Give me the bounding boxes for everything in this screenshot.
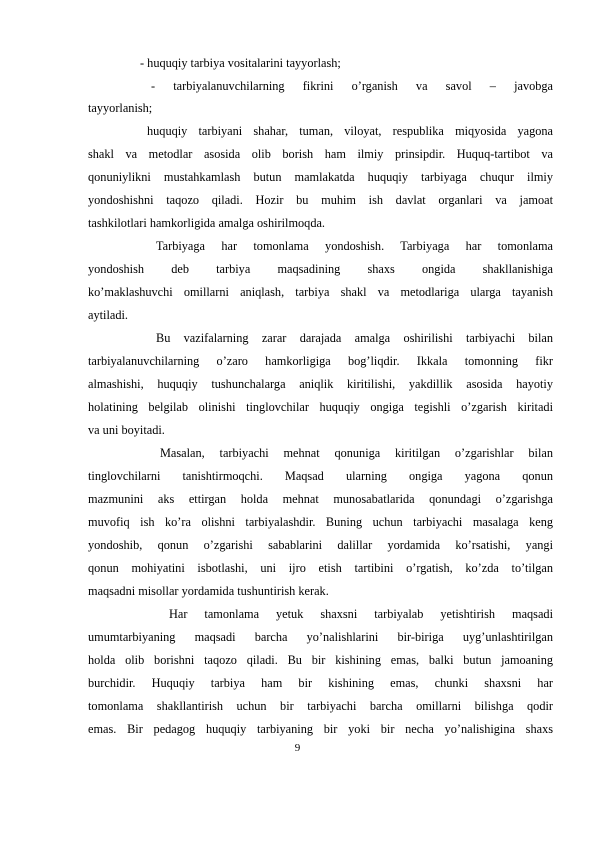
text-line: shakl va metodlar asosida olib borish ham ilmiy prinsipdir. Huquq-tartibot va <box>88 147 553 161</box>
text-line: tinglovchilarni tanishtirmoqchi. Maqsad ularning ongiga yagona qonun <box>88 469 553 483</box>
text-line: maqsadni misollar yordamida tushuntirish kerak. <box>88 584 329 598</box>
page-number: 9 <box>294 742 301 754</box>
text-line: emas. Bir pedagog huquqiy tarbiyaning bir yoki bir necha yo’nalishigina shaxs <box>88 722 553 736</box>
text-line: va uni boyitadi. <box>88 423 165 437</box>
text-line: tomonlama shakllantirish uchun bir tarbiyachi barcha omillarni bilishga qodir <box>88 699 553 713</box>
text-line: holda olib borishni taqozo qiladi. Bu bir kishining emas, balki butun jamoaning <box>88 653 553 667</box>
text-line: umumtarbiyaning maqsadi barcha yo’nalishlarini bir-biriga uyg’unlashtirilgan <box>88 630 553 644</box>
text-line: qonun mohiyatini isbotlashi, uni ijro etish tartibini o’rgatish, ko’zda to’tilgan <box>88 561 553 575</box>
text-line: - tarbiyalanuvchilarning fikrini o’rganish va savol – javobga <box>151 79 553 93</box>
text-line: tarbiyalanuvchilarning o’zaro hamkorligiga bog’liqdir. Ikkala tomonning fikr <box>88 354 553 368</box>
text-line: burchidir. Huquqiy tarbiya ham bir kishining emas, chunki shaxsni har <box>88 676 553 690</box>
text-line: - huquqiy tarbiya vositalarini tayyorlash; <box>140 56 341 70</box>
text-line: Bu vazifalarning zarar darajada amalga oshirilishi tarbiyachi bilan <box>156 331 553 345</box>
text-line: ko’maklashuvchi omillarni aniqlash, tarbiya shakl va metodlariga ularga tayanish <box>88 285 553 299</box>
text-line: muvofiq ish ko’ra olishni tarbiyalashdir. Buning uchun tarbiyachi masalaga keng <box>88 515 553 529</box>
text-line: huquqiy tarbiyani shahar, tuman, viloyat, respublika miqyosida yagona <box>147 124 553 138</box>
text-line: yondoshib, qonun o’zgarishi sabablarini dalillar yordamida ko’rsatishi, yangi <box>88 538 553 552</box>
text-line: yondoshish deb tarbiya maqsadining shaxs ongida shakllanishiga <box>88 262 553 276</box>
text-line: aytiladi. <box>88 308 128 322</box>
text-line: Masalan, tarbiyachi mehnat qonuniga kiritilgan o’zgarishlar bilan <box>160 446 553 460</box>
text-line: tashkilotlari hamkorligida amalga oshirilmoqda. <box>88 216 326 230</box>
text-line: holatining belgilab olinishi tinglovchilar huquqiy ongiga tegishli o’zgarish kiritadi <box>88 400 553 414</box>
text-line: almashishi, huquqiy tushunchalarga aniqlik kiritilishi, yakdillik asosida hayotiy <box>88 377 553 391</box>
text-line: Har tamonlama yetuk shaxsni tarbiyalab yetishtirish maqsadi <box>169 607 553 621</box>
text-line: tayyorlanish; <box>88 101 153 115</box>
text-line: qonuniylikni mustahkamlash butun mamlakatda huquqiy tarbiyaga chuqur ilmiy <box>88 170 553 184</box>
text-line: Tarbiyaga har tomonlama yondoshish. Tarbiyaga har tomonlama <box>156 239 553 253</box>
text-line: yondoshishni taqozo qiladi. Hozir bu muhim ish davlat organlari va jamoat <box>88 193 553 207</box>
text-line: mazmunini aks ettirgan holda mehnat munosabatlarida qonundagi o’zgarishga <box>88 492 553 506</box>
